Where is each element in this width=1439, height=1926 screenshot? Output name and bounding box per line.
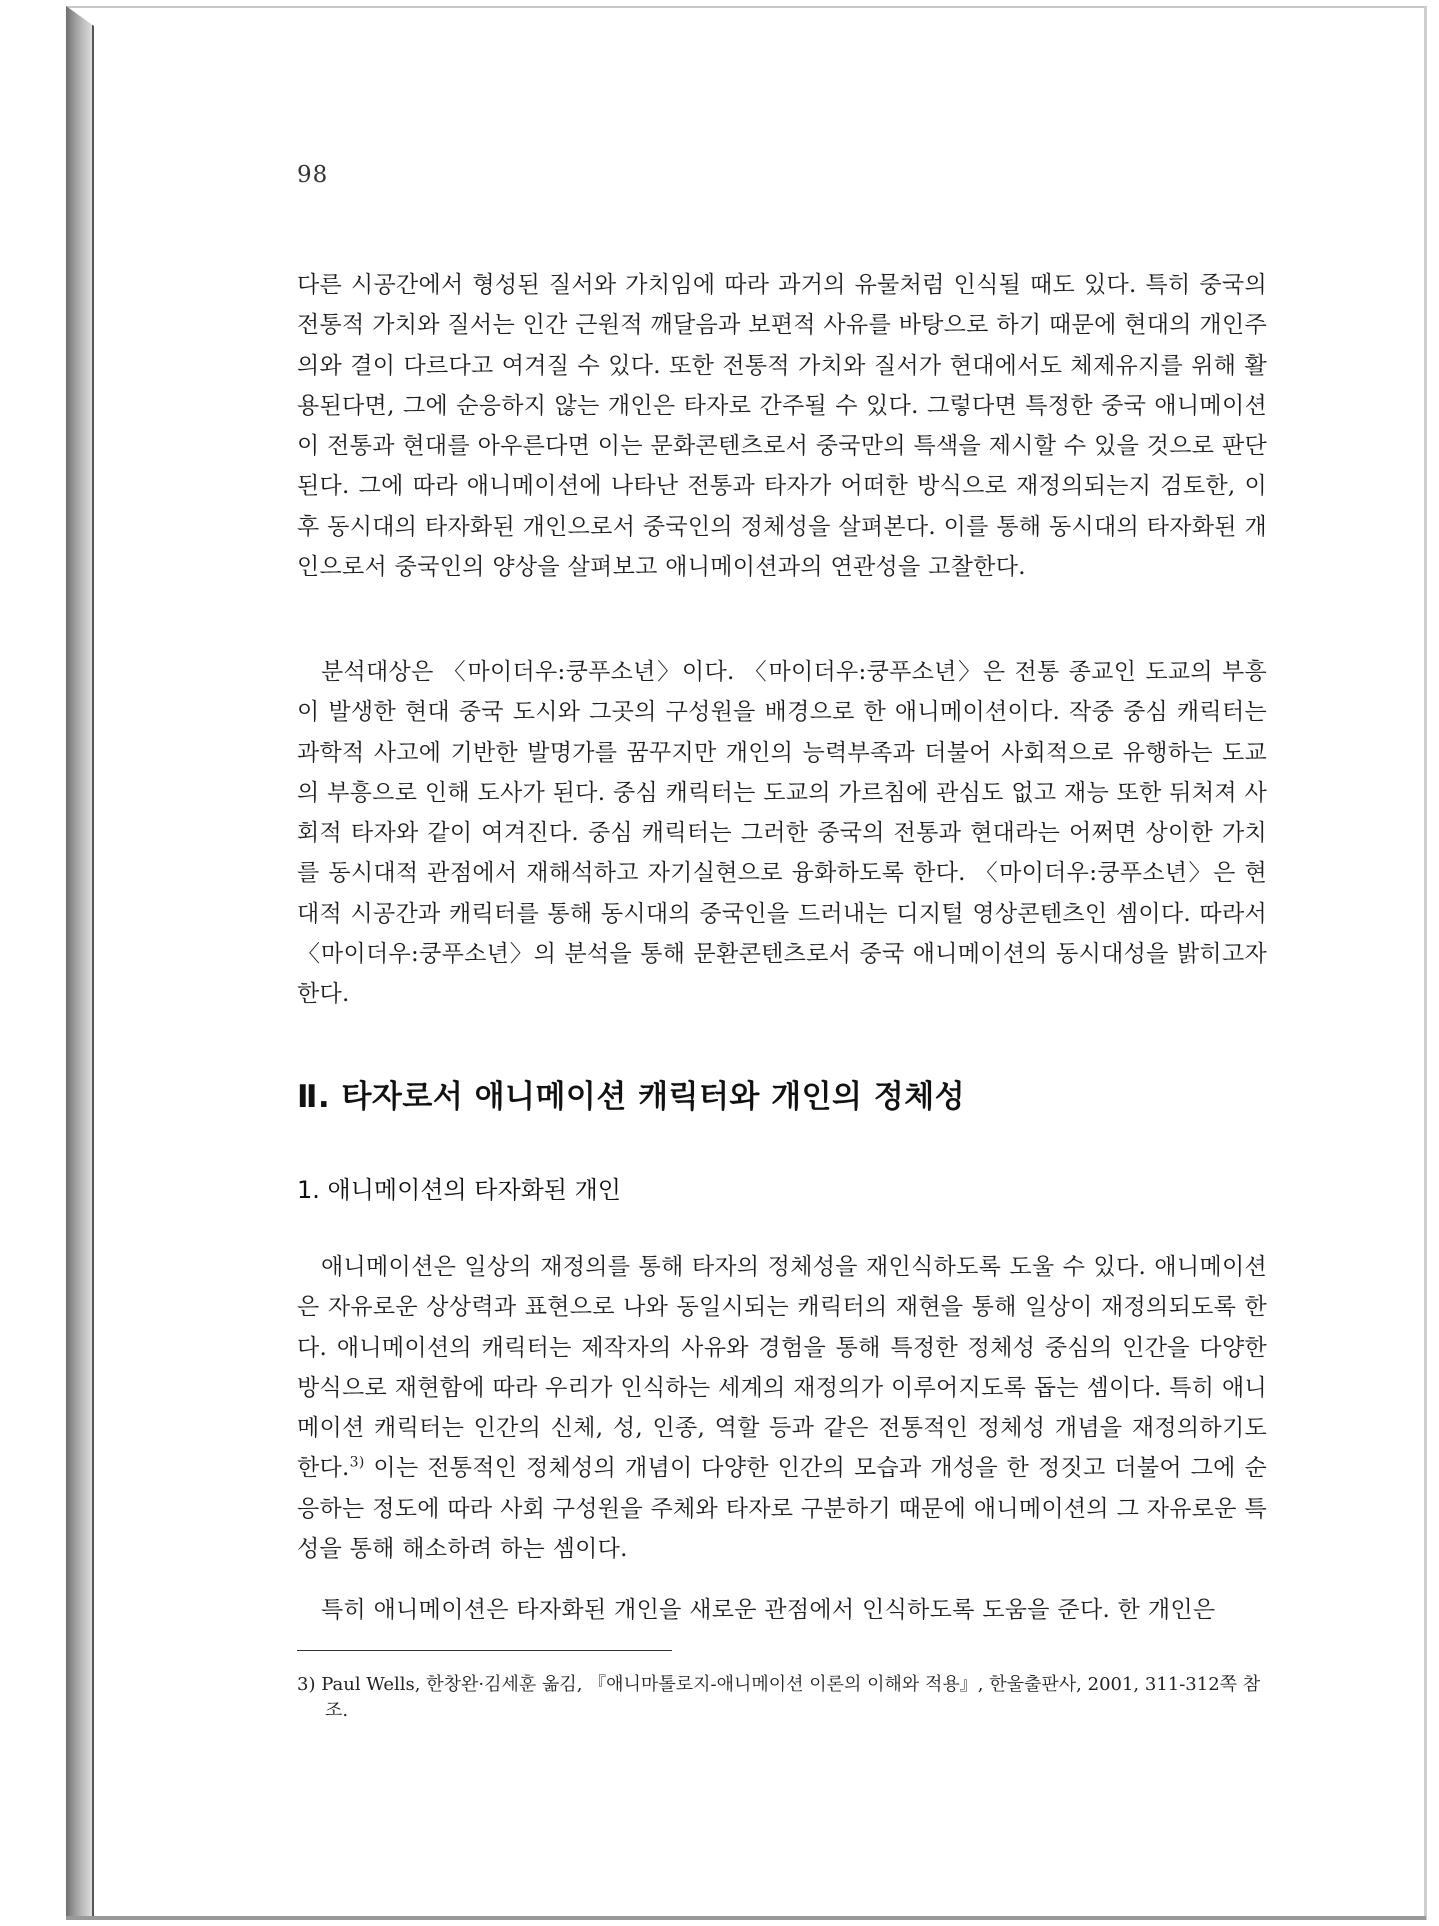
- paragraph-1: 다른 시공간에서 형성된 질서와 가치임에 따라 과거의 유물처럼 인식될 때도 있다. 특히 중국의 전통적 가치와 질서는 인간 근원적 깨달음과 보편적 사유를 바탕으로 하기 때문에 현대의 개인주의와 결이 다르다고 여겨질 수 있다. 또한 전통적 가치와 질서가 현대에서도 체제유지를 위해 활용된다면, 그에 순응하지 않는 개인은 타자로 간주될 수 있다. 그렇다면 특정한 중국 애니메이션이 전통과 현대를 아우른다면 이는 문화콘텐츠로서 중국만의 특색을 제시할 수 있을 것으로 판단된다. 그에 따라 애니메이션에 나타난 전통과 타자가 어떠한 방식으로 재정의되는지 검토한, 이후 동시대의 타자화된 개인으로서 중국인의 정체성을 살펴본다. 이를 통해 동시대의 타자화된 개인으로서 중국인의 양상을 살펴보고 애니메이션과의 연관성을 고찰한다.: [297, 272, 1267, 581]
- paragraph-3-text-b: 이는 전통적인 정체성의 개념이 다양한 인간의 모습과 개성을 한 정짓고 더불어 그에 순응하는 정도에 따라 사회 구성원을 주체와 타자로 구분하기 때문에 애니메이션의 그 자유로운 특성을 통해 해소하려 하는 셈이다.: [297, 1455, 1267, 1563]
- section-heading: Ⅱ. 타자로서 애니메이션 캐릭터와 개인의 정체성: [297, 1079, 966, 1115]
- paragraph-4: 특히 애니메이션은 타자화된 개인을 새로운 관점에서 인식하도록 도움을 준다. 한 개인은: [321, 1597, 1216, 1623]
- paragraph-2: 분석대상은 〈마이더우:쿵푸소년〉이다. 〈마이더우:쿵푸소년〉은 전통 종교인 도교의 부흥이 발생한 현대 중국 도시와 그곳의 구성원을 배경으로 한 애니메이션이다. 작중 중심 캐릭터는 과학적 사고에 기반한 발명가를 꿈꾸지만 개인의 능력부족과 더불어 사회적으로 유행하는 도교의 부흥으로 인해 도사가 된다. 중심 캐릭터는 도교의 가르침에 관심도 없고 재능 또한 뒤처져 사회적 타자와 같이 여겨진다. 중심 캐릭터는 그러한 중국의 전통과 현대라는 어쩌면 상이한 가치를 동시대적 관점에서 재해석하고 자기실현으로 융화하도록 한다. 〈마이더우:쿵푸소년〉은 현대적 시공간과 캐릭터를 통해 동시대의 중국인을 드러내는 디지털 영상콘텐츠인 셈이다. 따라서 〈마이더우:쿵푸소년〉의 분석을 통해 문환콘텐츠로서 중국 애니메이션의 동시대성을 밝히고자 한다.: [297, 659, 1267, 1008]
- page-number: 98: [297, 162, 329, 188]
- footnote-divider: [297, 1650, 672, 1651]
- footnote-marker: 3): [349, 1454, 365, 1471]
- book-spine: [66, 6, 94, 1918]
- paragraph-3: [297, 1247, 1267, 1569]
- page-right-edge: [1424, 6, 1427, 1920]
- paragraph-3-text-a: 애니메이션은 일상의 재정의를 통해 타자의 정체성을 재인식하도록 도울 수 있다. 애니메이션은 자유로운 상상력과 표현으로 나와 동일시되는 캐릭터의 재현을 통해 일상이 재정의되도록 한다. 애니메이션의 캐릭터는 제작자의 사유와 경험을 통해 특정한 정체성 중심의 인간을 다양한 방식으로 재현함에 따라 우리가 인식하는 세계의 재정의가 이루어지도록 돕는 셈이다. 특히 애니메이션 캐릭터는 인간의 신체, 성, 인종, 역할 등과 같은 전통적인 정체성 개념을 재정의하기도 한다.: [297, 1254, 1267, 1482]
- footnote: 3) Paul Wells, 한창완·김세훈 옮김, 『애니마톨로지-애니메이션 이론의 이해와 적용』, 한울출판사, 2001, 311-312쪽 참조.: [297, 1674, 1261, 1721]
- page-top-edge: [66, 6, 1426, 8]
- page-bottom-edge: [66, 1916, 1426, 1920]
- sub-heading: 1. 애니메이션의 타자화된 개인: [297, 1176, 621, 1204]
